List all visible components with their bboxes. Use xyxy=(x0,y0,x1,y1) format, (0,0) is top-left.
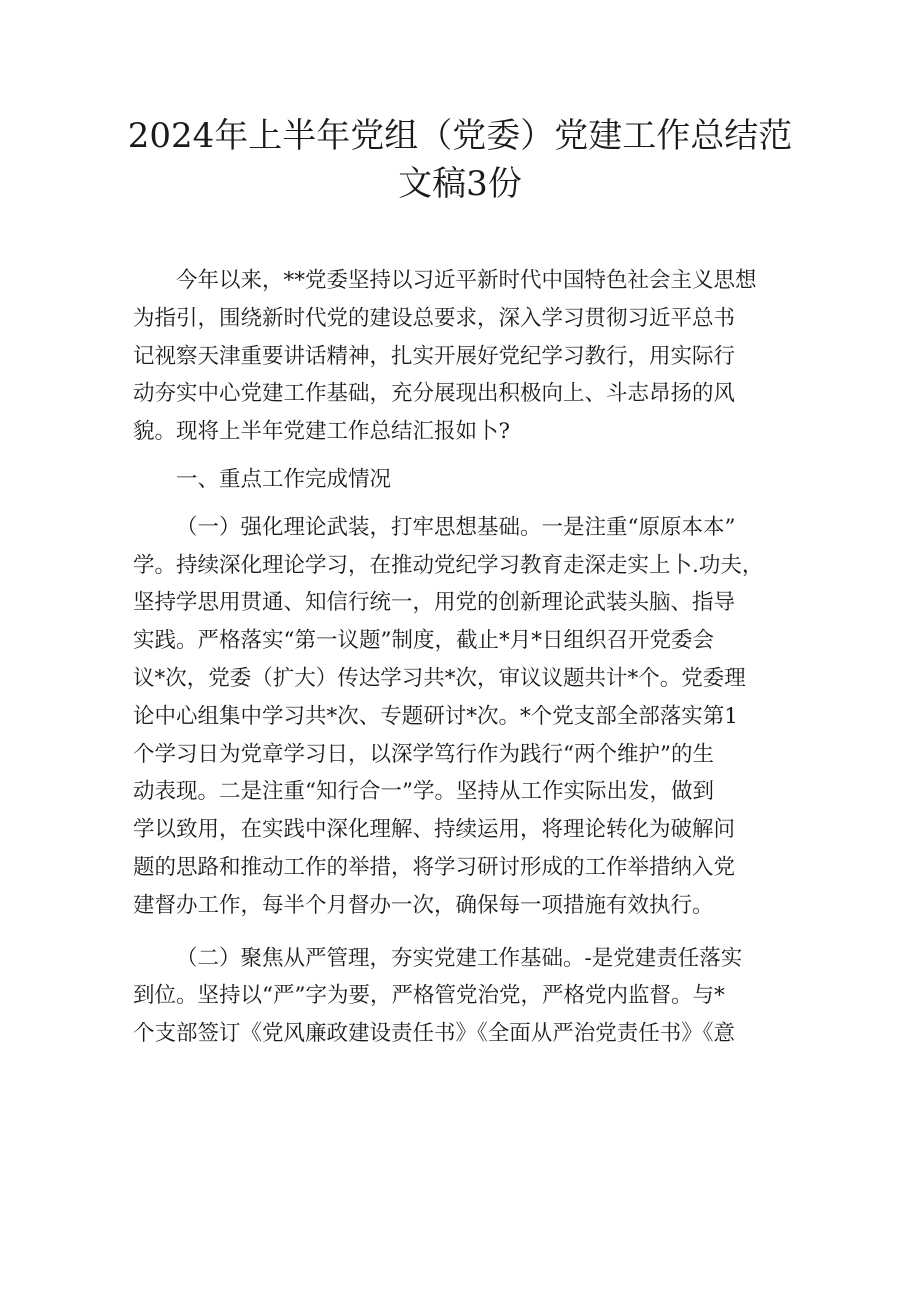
spacer xyxy=(133,925,793,940)
subsection-2-paragraph xyxy=(133,940,793,1053)
text-line: （二）聚焦从严管理，夯实党建工作基础。-是党建责任落实 xyxy=(176,945,743,971)
text-line: 到位。坚持以“严”字为要，严格管党治党，严格党内监督。与* xyxy=(133,983,725,1009)
text-line: 一、重点工作完成情况 xyxy=(176,466,392,492)
spacer xyxy=(133,451,793,461)
text-line: 个支部签订《党风廉政建设责任书》《全面从严治党责任书》《意 xyxy=(133,1021,736,1047)
section-heading-1 xyxy=(133,461,793,499)
text-line: 貌。现将上半年党建工作总结汇报如卜? xyxy=(133,419,511,445)
text-line: 坚持学思用贯通、知信行统一，用党的创新理论武装头脑、指导 xyxy=(133,590,736,616)
text-line: （一）强化理论武装，打牢思想基础。一是注重“原原本本” xyxy=(176,514,736,540)
subsection-1-paragraph xyxy=(133,509,793,925)
text-line: 今年以来，**党委坚持以习近平新时代中国特色社会主义思想 xyxy=(176,268,757,293)
text-line: 个学习日为党章学习日，以深学笃行作为践行“两个维护”的生 xyxy=(133,741,714,767)
intro-paragraph xyxy=(133,262,793,451)
text-line: 实践。严格落实“第一议题”制度，截止*月*日组织召开党委会 xyxy=(133,628,714,654)
text-line: 为指引，围绕新时代党的建设总要求，深入学习贯彻习近平总书 xyxy=(133,305,736,331)
document-body xyxy=(133,262,793,1053)
text-line: 议*次，党委（扩大）传达学习共*次，审议议题共计*个。党委理 xyxy=(133,665,746,691)
spacer xyxy=(133,499,793,509)
text-line: 题的思路和推动工作的举措，将学习研讨形成的工作举措纳入党 xyxy=(133,854,736,880)
text-line: 学以致用，在实践中深化理解、持续运用，将理论转化为破解问 xyxy=(133,817,736,843)
text-line: 论中心组集中学习共*次、专题研讨*次。*个党支部全部落实第1 xyxy=(133,703,738,729)
title-line-2: 文稿3份 xyxy=(398,164,522,204)
text-line: 建督办工作，每半个月督办一次，确保每一项措施有效执行。 xyxy=(133,892,714,918)
text-line: 学。持续深化理论学习，在推动党纪学习教育走深走实上卜.功夫， xyxy=(133,552,764,578)
text-line: 动表现。二是注重“知行合一”学。坚持从工作实际出发，做到 xyxy=(133,779,714,805)
text-line: 记视察天津重要讲话精神，扎实开展好党纪学习教行，用实际行 xyxy=(133,343,736,369)
document-title xyxy=(100,112,820,208)
text-line: 动夯实中心党建工作基础，充分展现出积极向上、斗志昂扬的风 xyxy=(133,381,736,407)
title-line-1: 2024年上半年党组（党委）党建工作总结范 xyxy=(127,116,793,156)
